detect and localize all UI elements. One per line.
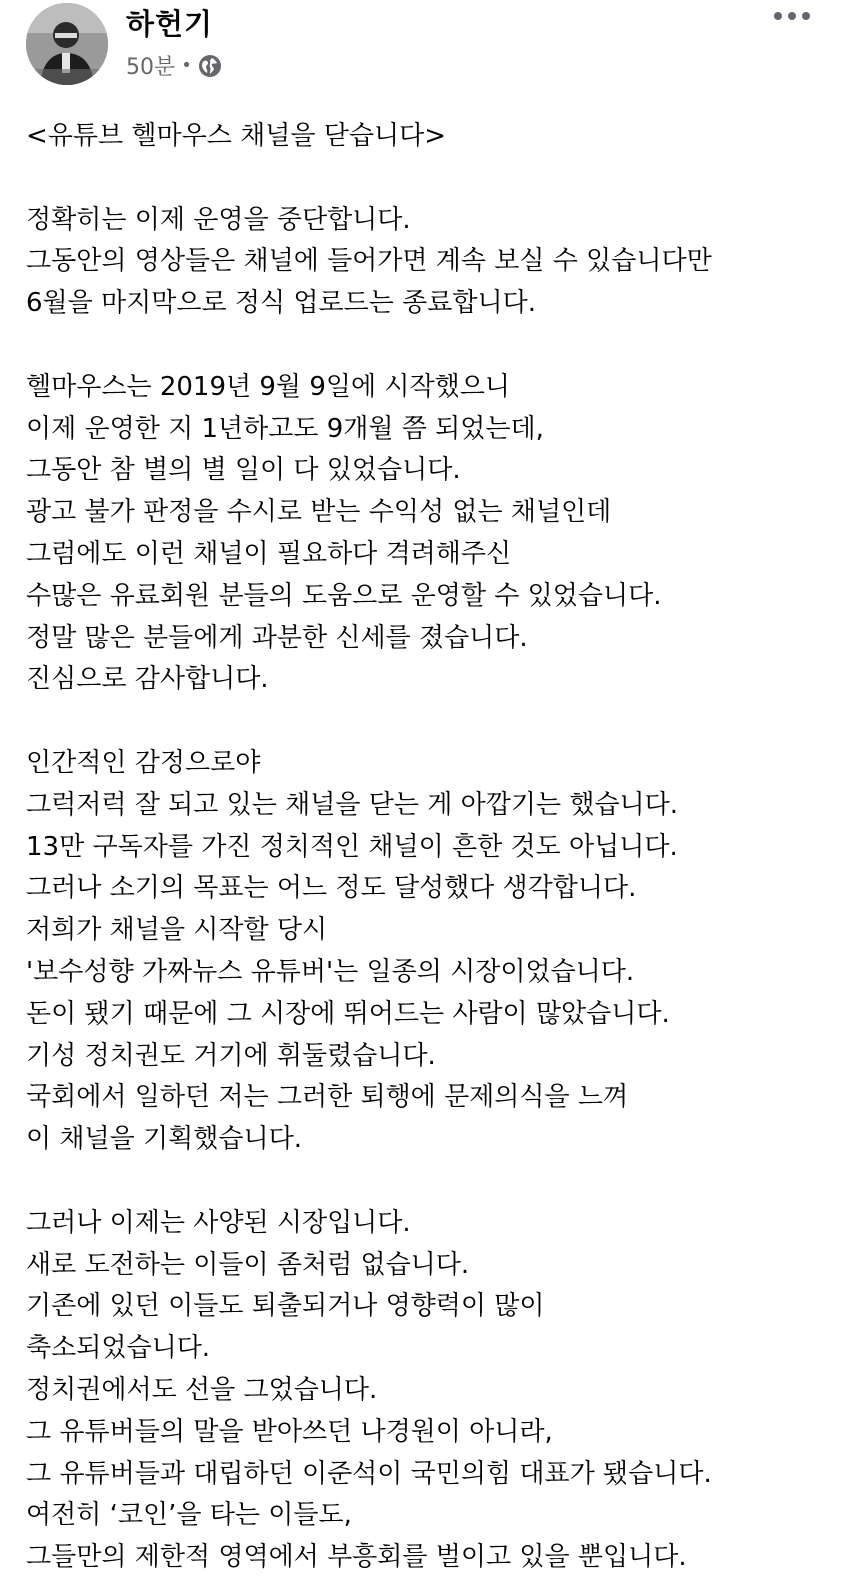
post-text-line: '보수성향 가짜뉴스 유튜버'는 일종의 시장이었습니다.: [26, 956, 635, 987]
post-text-line: 수많은 유료회원 분들의 도움으로 운영할 수 있었습니다.: [26, 580, 662, 611]
more-dot-icon: [802, 12, 810, 20]
post-text-line: 그동안의 영상들은 채널에 들어가면 계속 보실 수 있습니다만: [26, 246, 712, 277]
post-text-line: 그 유튜버들과 대립하던 이준석이 국민의힘 대표가 됐습니다.: [26, 1458, 712, 1489]
paragraph-gap: [26, 325, 826, 367]
post-text-line: 정치권에서도 선을 그었습니다.: [26, 1374, 378, 1405]
post-meta: [126, 50, 222, 81]
post-text-line: 그동안 참 별의 별 일이 다 있었습니다.: [26, 455, 461, 486]
author-name[interactable]: 하헌기: [126, 7, 214, 41]
post-text-line: 이 채널을 기획했습니다.: [26, 1124, 302, 1155]
post-text-line: 새로 도전하는 이들이 좀처럼 없습니다.: [26, 1249, 470, 1280]
more-options-button[interactable]: [774, 4, 810, 28]
post-header: [0, 0, 850, 100]
post-text-line: 13만 구독자를 가진 정치적인 채널이 흔한 것도 아닙니다.: [26, 831, 678, 862]
post-text-line: 그들만의 제한적 영역에서 부흥회를 벌이고 있을 뿐입니다.: [26, 1542, 687, 1573]
paragraph-gap: [26, 158, 826, 200]
post-text-line: 돈이 됐기 때문에 그 시장에 뛰어드는 사람이 많았습니다.: [26, 998, 670, 1029]
post-text-line: 그러나 소기의 목표는 어느 정도 달성했다 생각합니다.: [26, 873, 637, 904]
post-text-line: 여전히 ‘코인’을 타는 이들도,: [26, 1500, 352, 1531]
post-text-line: 그럭저럭 잘 되고 있는 채널을 닫는 게 아깝기는 했습니다.: [26, 789, 679, 820]
post-text-line: 국회에서 일하던 저는 그러한 퇴행에 문제의식을 느껴: [26, 1082, 629, 1113]
post-heading-line: <유튜브 헬마우스 채널을 닫습니다>: [26, 121, 446, 151]
post-text-line: 이제 운영한 지 1년하고도 9개월 쯤 되었는데,: [26, 413, 544, 444]
globe-icon[interactable]: [198, 54, 222, 78]
post-text-line: 기성 정치권도 거기에 휘둘렸습니다.: [26, 1040, 436, 1071]
post-text-line: 6월을 마지막으로 정식 업로드는 종료합니다.: [26, 288, 536, 319]
paragraph-gap: [26, 1161, 826, 1203]
post-body: [26, 116, 826, 1579]
post-text-line: 헬마우스는 2019년 9월 9일에 시작했으니: [26, 371, 510, 402]
post-text-line: 저희가 채널을 시작할 당시: [26, 915, 328, 946]
post-time[interactable]: 50분: [126, 55, 176, 80]
meta-separator: •: [181, 55, 192, 76]
author-avatar[interactable]: [26, 3, 108, 85]
post-text-line: 정말 많은 분들에게 과분한 신세를 졌습니다.: [26, 622, 528, 653]
post-text-line: 광고 불가 판정을 수시로 받는 수익성 없는 채널인데: [26, 497, 612, 528]
more-dot-icon: [788, 12, 796, 20]
post-text-line: 그럼에도 이런 채널이 필요하다 격려해주신: [26, 538, 512, 569]
post-text-line: 진심으로 감사합니다.: [26, 664, 269, 695]
post-text-line: 그러나 이제는 사양된 시장입니다.: [26, 1207, 411, 1238]
post-text-line: 그 유튜버들의 말을 받아쓰던 나경원이 아니라,: [26, 1416, 553, 1447]
paragraph-gap: [26, 701, 826, 743]
post-text-line: 정확히는 이제 운영을 중단합니다.: [26, 204, 411, 235]
post-text-line: 축소되었습니다.: [26, 1333, 211, 1364]
post-text-line: 인간적인 감정으로야: [26, 747, 261, 778]
avatar-photo: [26, 3, 108, 85]
more-dot-icon: [774, 12, 782, 20]
post-text-line: 기존에 있던 이들도 퇴출되거나 영향력이 많이: [26, 1291, 545, 1322]
